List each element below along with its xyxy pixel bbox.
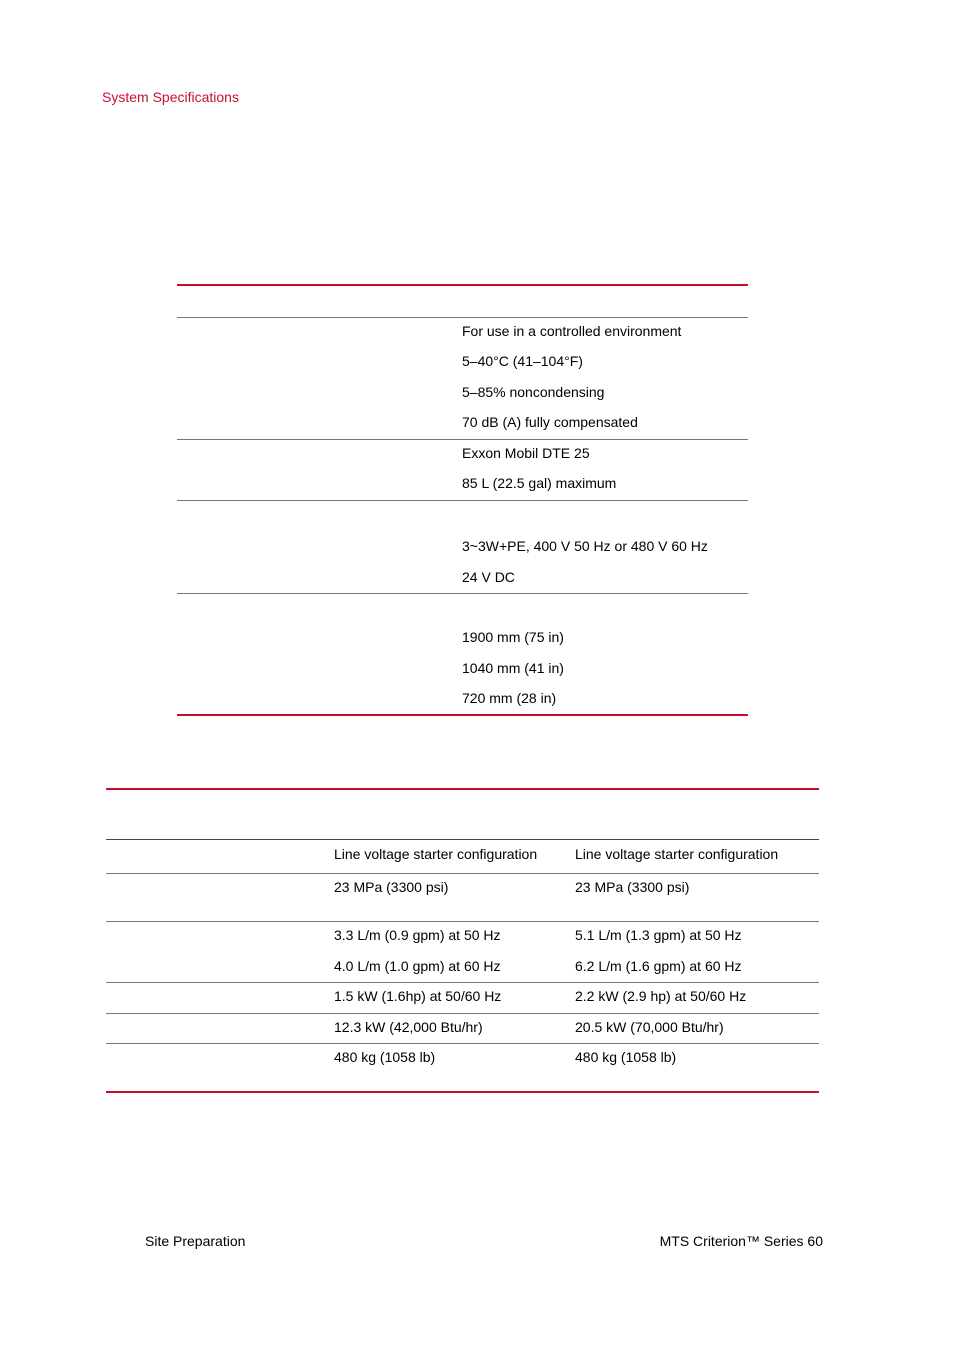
table-cell: 1900 mm (75 in): [462, 629, 564, 645]
column-header: Line voltage starter configuration: [575, 846, 779, 862]
section-title-link[interactable]: System Specifications: [102, 89, 239, 105]
table-top-rule: [177, 284, 748, 286]
row-divider: [177, 500, 748, 501]
table-cell: 5.1 L/m (1.3 gpm) at 50 Hz: [575, 927, 742, 943]
row-divider: [106, 921, 819, 922]
table-bottom-rule: [177, 714, 748, 716]
table-cell: 3.3 L/m (0.9 gpm) at 50 Hz: [334, 927, 501, 943]
row-divider: [177, 593, 748, 594]
table-cell: 6.2 L/m (1.6 gpm) at 60 Hz: [575, 958, 742, 974]
table-header-rule: [177, 317, 748, 318]
table-cell: 23 MPa (3300 psi): [575, 879, 690, 895]
table-header-rule: [106, 839, 819, 840]
row-divider: [106, 873, 819, 874]
table-top-rule: [106, 788, 819, 790]
footer-right: MTS Criterion™ Series 60: [659, 1233, 823, 1249]
table-cell: 1.5 kW (1.6hp) at 50/60 Hz: [334, 988, 502, 1004]
table-cell: 5–85% noncondensing: [462, 384, 605, 400]
table-cell: 23 MPa (3300 psi): [334, 879, 449, 895]
row-divider: [106, 982, 819, 983]
table-cell: 5–40°C (41–104°F): [462, 353, 583, 369]
table-cell: 85 L (22.5 gal) maximum: [462, 475, 617, 491]
row-divider: [106, 1043, 819, 1044]
row-divider: [177, 439, 748, 440]
table-cell: 3~3W+PE, 400 V 50 Hz or 480 V 60 Hz: [462, 538, 708, 554]
table-cell: 70 dB (A) fully compensated: [462, 414, 638, 430]
table-cell: 2.2 kW (2.9 hp) at 50/60 Hz: [575, 988, 747, 1004]
table-cell: 12.3 kW (42,000 Btu/hr): [334, 1019, 483, 1035]
footer-left: Site Preparation: [145, 1233, 246, 1249]
column-header: Line voltage starter configuration: [334, 846, 538, 862]
table-cell: 720 mm (28 in): [462, 690, 557, 706]
table-cell: 20.5 kW (70,000 Btu/hr): [575, 1019, 724, 1035]
table-cell: 24 V DC: [462, 569, 515, 585]
table-cell: For use in a controlled environment: [462, 323, 682, 339]
table-cell: 480 kg (1058 lb): [575, 1049, 677, 1065]
table-cell: 480 kg (1058 lb): [334, 1049, 436, 1065]
table-cell: 4.0 L/m (1.0 gpm) at 60 Hz: [334, 958, 501, 974]
row-divider: [106, 1013, 819, 1014]
table-bottom-rule: [106, 1091, 819, 1093]
table-cell: 1040 mm (41 in): [462, 660, 564, 676]
table-cell: Exxon Mobil DTE 25: [462, 445, 590, 461]
